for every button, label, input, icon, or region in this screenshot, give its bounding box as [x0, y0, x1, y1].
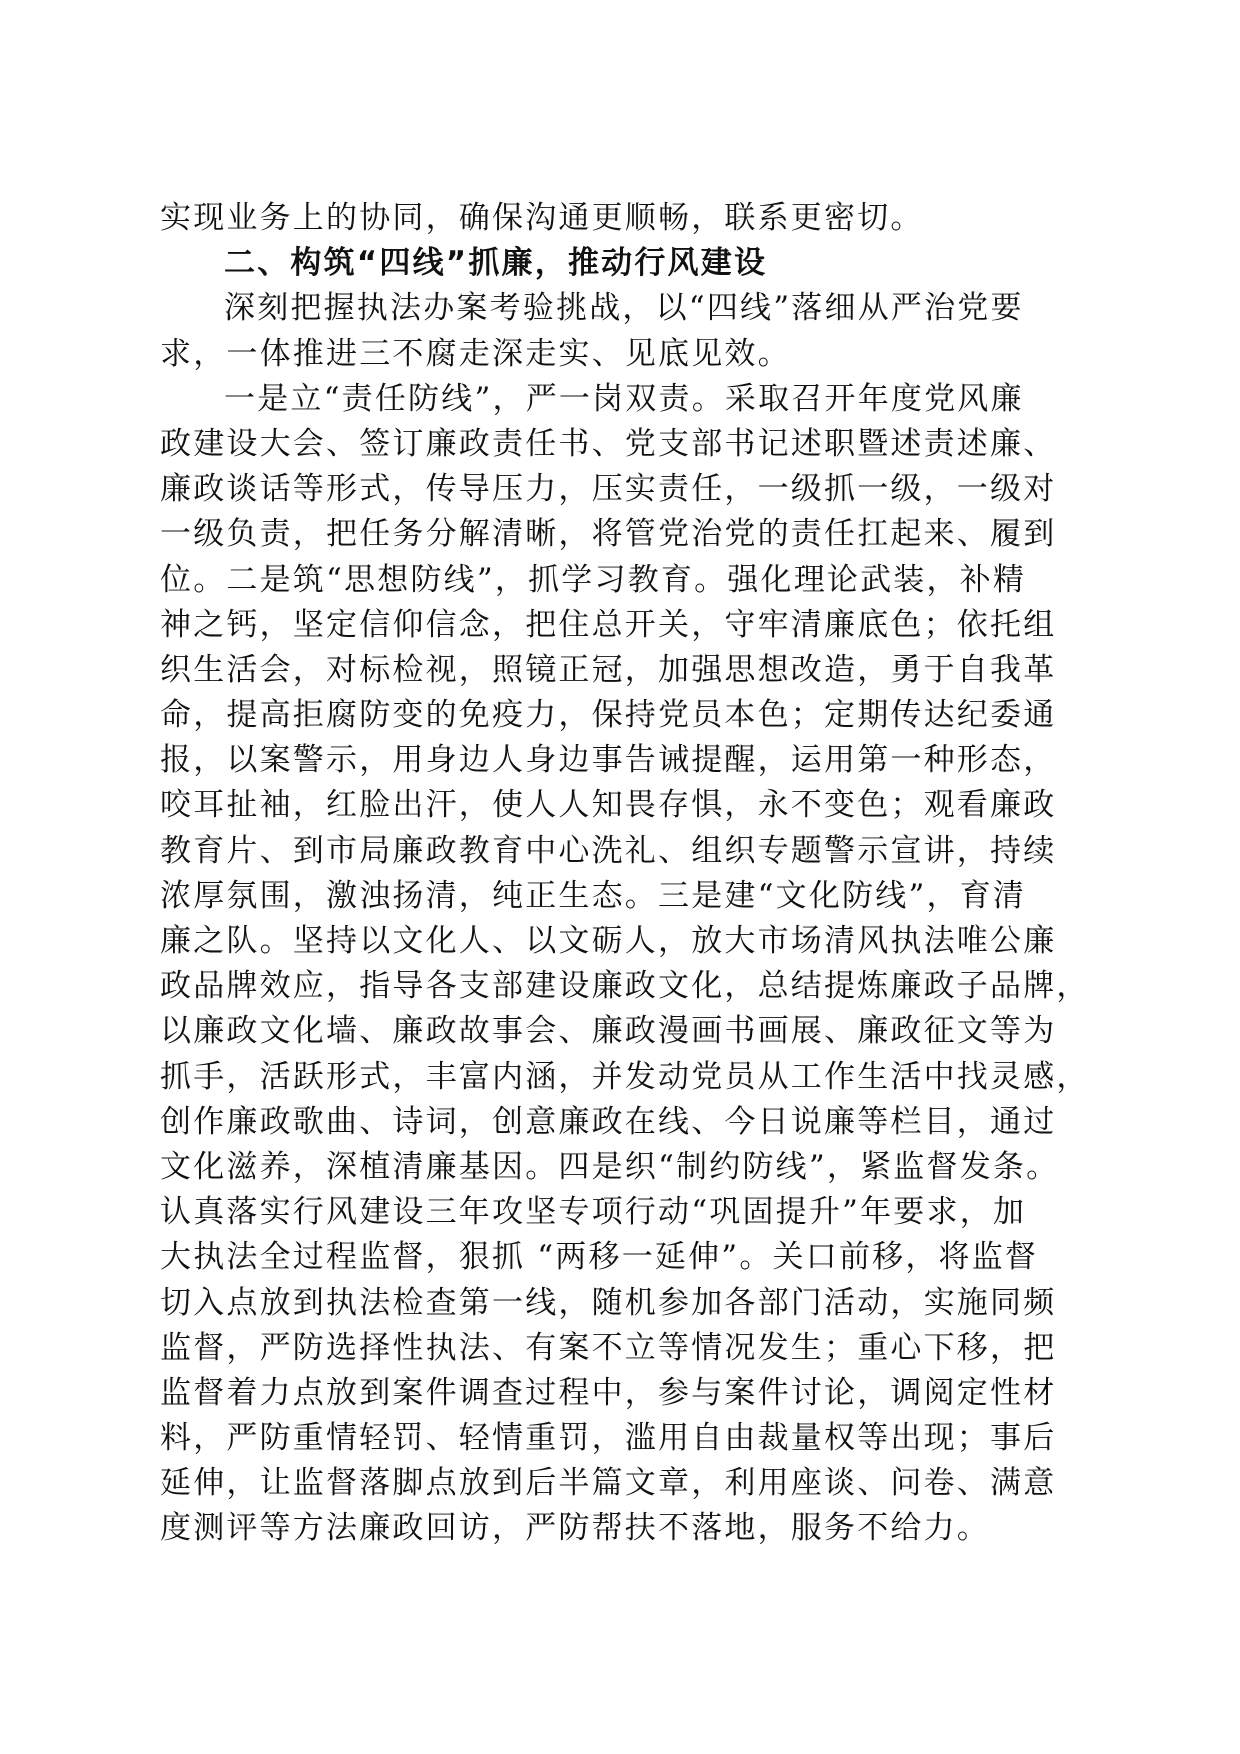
document-page	[160, 196, 1090, 1552]
text-line: 廉之队。坚持以文化人、以文砺人，放大市场清风执法唯公廉	[160, 923, 1057, 959]
text-line: 浓厚氛围，激浊扬清，纯正生态。三是建“文化防线”，育清	[160, 877, 1027, 914]
text-line: 命，提高拒腐防变的免疫力，保持党员本色；定期传达纪委通	[160, 697, 1057, 734]
section-heading: 二、构筑“四线”抓廉，推动行风建设	[224, 245, 768, 282]
text-line: 监督着力点放到案件调查过程中，参与案件讨论，调阅定性材	[160, 1374, 1057, 1411]
text-line: 监督，严防选择性执法、有案不立等情况发生；重心下移，把	[160, 1329, 1057, 1366]
text-line: 延伸，让监督落脚点放到后半篇文章，利用座谈、问卷、满意	[160, 1465, 1057, 1502]
text-line: 政品牌效应，指导各支部建设廉政文化，总结提炼廉政子品牌，	[160, 968, 1090, 1005]
text-line: 切入点放到执法检查第一线，随机参加各部门活动，实施同频	[160, 1284, 1057, 1321]
text-line: 织生活会，对标检视，照镜正冠，加强思想改造，勇于自我革	[160, 651, 1057, 688]
text-line: 求，一体推进三不腐走深走实、见底见效。	[160, 335, 791, 372]
text-line: 料，严防重情轻罚、轻情重罚，滥用自由裁量权等出现；事后	[160, 1420, 1057, 1457]
text-line: 廉政谈话等形式，传导压力，压实责任，一级抓一级，一级对	[160, 471, 1057, 508]
text-line: 深刻把握执法办案考验挑战，以“四线”落细从严治党要	[224, 290, 1024, 327]
text-line: 文化滋养，深植清廉基因。四是织“制约防线”，紧监督发条。	[160, 1148, 1060, 1185]
text-line: 神之钙，坚定信仰信念，把住总开关，守牢清廉底色；依托组	[160, 606, 1057, 643]
text-line: 创作廉政歌曲、诗词，创意廉政在线、今日说廉等栏目，通过	[160, 1103, 1057, 1140]
text-line: 度测评等方法廉政回访，严防帮扶不落地，服务不给力。	[160, 1510, 990, 1547]
text-line: 报，以案警示，用身边人身边事告诫提醒，运用第一种形态，	[160, 742, 1057, 779]
text-line: 认真落实行风建设三年攻坚专项行动“巩固提升”年要求，加	[160, 1194, 1027, 1231]
text-line: 以廉政文化墙、廉政故事会、廉政漫画书画展、廉政征文等为	[160, 1013, 1057, 1050]
text-line: 教育片、到市局廉政教育中心洗礼、组织专题警示宣讲，持续	[160, 832, 1057, 869]
text-line: 政建设大会、签订廉政责任书、党支部书记述职暨述责述廉、	[160, 425, 1057, 462]
text-line: 位。二是筑“思想防线”，抓学习教育。强化理论武装，补精	[160, 561, 1027, 598]
text-line: 一是立“责任防线”，严一岗双责。采取召开年度党风廉	[224, 380, 1024, 417]
text-line: 实现业务上的协同，确保沟通更顺畅，联系更密切。	[160, 200, 924, 236]
text-line: 大执法全过程监督，狠抓 “两移一延伸”。关口前移，将监督	[160, 1239, 1039, 1276]
text-line: 一级负责，把任务分解清晰，将管党治党的责任扛起来、履到	[160, 516, 1057, 553]
text-line: 抓手，活跃形式，丰富内涵，并发动党员从工作生活中找灵感，	[160, 1058, 1090, 1095]
text-line: 咬耳扯袖，红脸出汗，使人人知畏存惧，永不变色；观看廉政	[160, 787, 1057, 824]
